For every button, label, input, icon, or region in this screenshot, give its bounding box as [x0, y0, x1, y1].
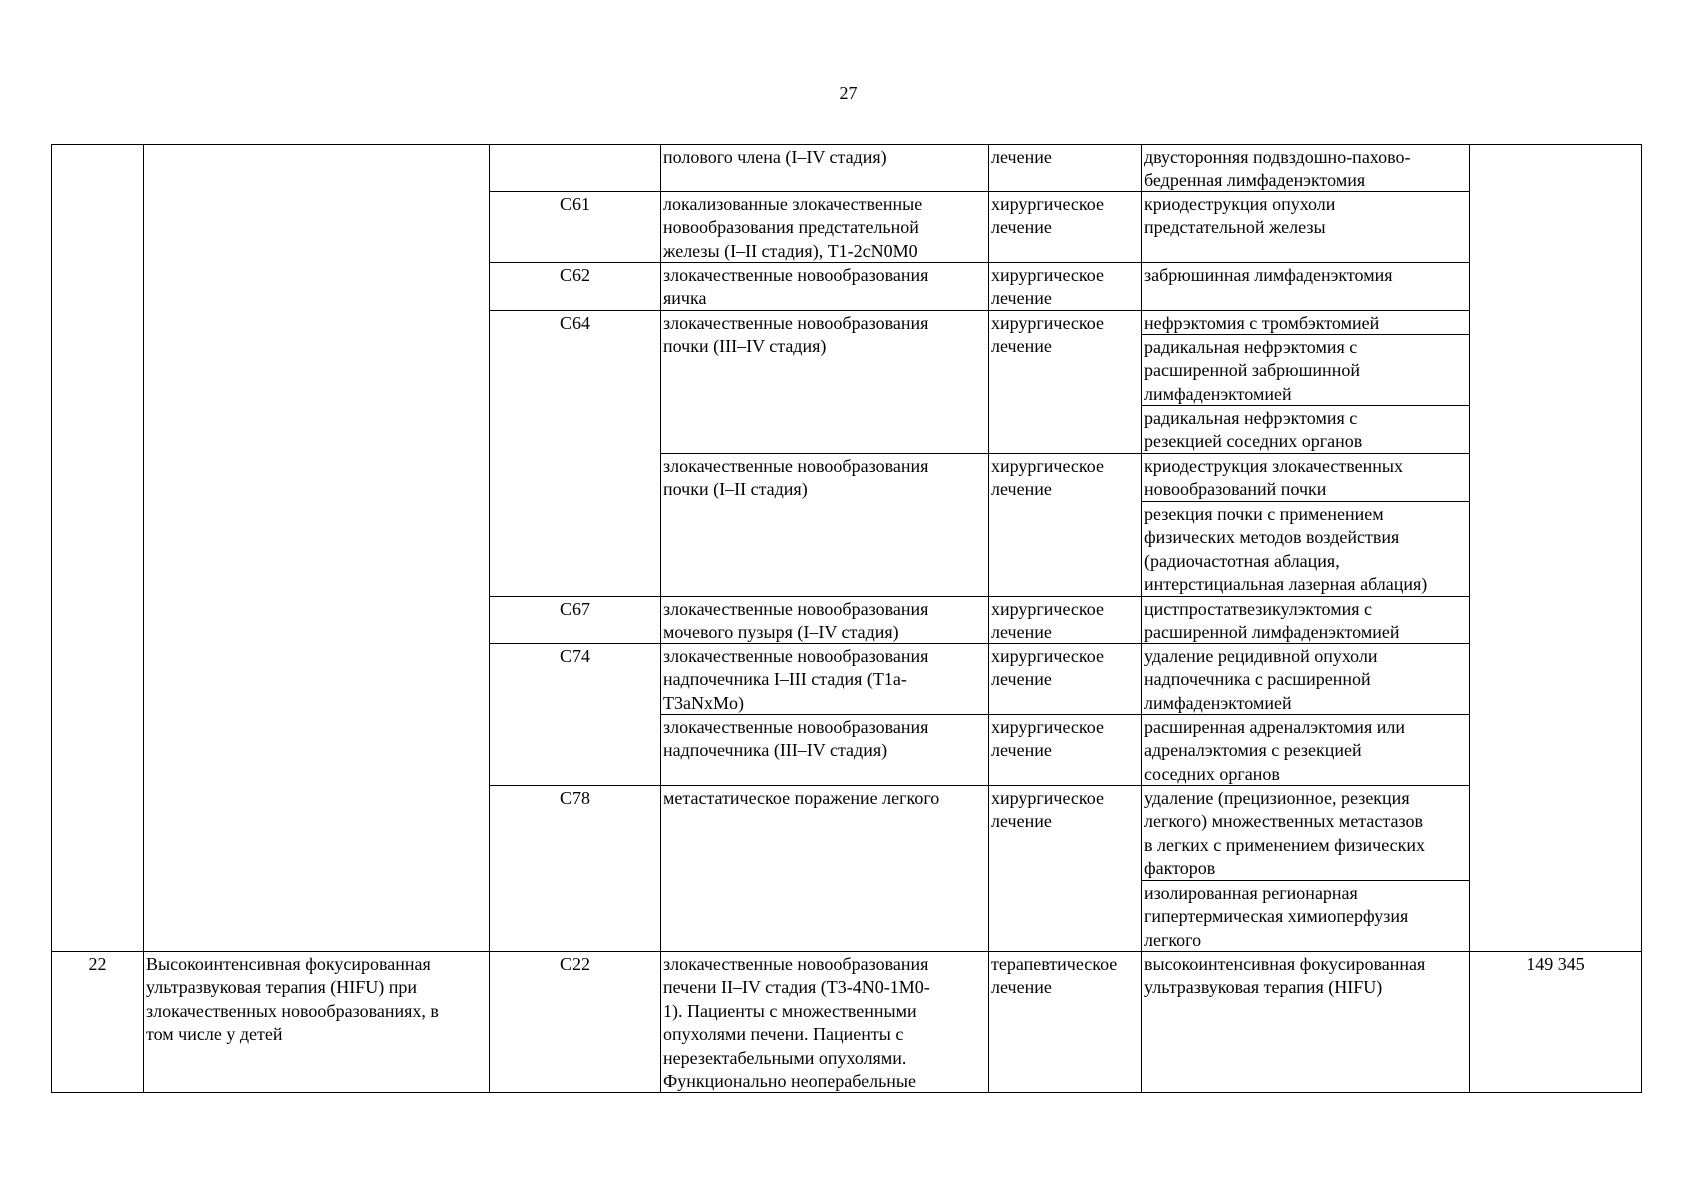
icd-code-cell: C67 [559, 599, 590, 619]
patient-model-cell: злокачественные новообразования почки (I–II стадия) [663, 456, 929, 500]
treatment-method-cell: криодеструкция злокачественных новообразований почки [1144, 456, 1404, 500]
treatment-type-cell: хирургическое лечение [991, 194, 1104, 238]
treatment-type-cell: хирургическое лечение [991, 646, 1104, 690]
treatment-method-cell: высокоинтенсивная фокусированная ультразвуковая терапия (HIFU) [1144, 954, 1426, 998]
treatment-method-cell: радикальная нефрэктомия с расширенной забрюшинной лимфаденэктомией [1144, 337, 1360, 404]
treatment-method-cell: резекция почки с применением физических методов воздействия (радиочастотная аблация, интерстициальная лазерная аблация) [1144, 504, 1428, 595]
patient-model-cell: полового члена (I–IV стадия) [663, 147, 887, 167]
medical-care-table [51, 144, 1642, 1093]
treatment-method-cell: удаление (прецизионное, резекция легкого) множественных метастазов в легких с применением физических факторов [1144, 788, 1426, 879]
treatment-type-cell: хирургическое лечение [991, 599, 1104, 643]
page-number: 27 [839, 83, 858, 103]
treatment-method-cell: цистпростатвезикулэктомия с расширенной лимфаденэктомией [1144, 599, 1400, 643]
treatment-type-cell: хирургическое лечение [991, 313, 1104, 357]
treatment-type-cell: хирургическое лечение [991, 265, 1104, 309]
treatment-method-cell: удаление рецидивной опухоли надпочечника с расширенной лимфаденэктомией [1144, 646, 1378, 713]
patient-model-cell: злокачественные новообразования мочевого пузыря (I–IV стадия) [663, 599, 929, 643]
row-separator [489, 310, 1470, 311]
treatment-method-cell: расширенная адреналэктомия или адреналэктомия с резекцией соседних органов [1144, 717, 1405, 784]
patient-model-cell: локализованные злокачественные новообразования предстательной железы (I–II стадия), T1-2cN0M0 [663, 194, 923, 261]
patient-model-cell: метастатическое поражение легкого [663, 788, 940, 808]
treatment-method-cell: криодеструкция опухоли предстательной железы [1144, 194, 1336, 238]
table-border-top [51, 144, 1642, 145]
treatment-method-cell: двусторонняя подвздошно-пахово- бедренная лимфаденэктомия [1144, 147, 1411, 191]
icd-code-cell: C64 [559, 313, 590, 333]
icd-code-cell: C78 [559, 788, 590, 808]
icd-code-cell: C22 [559, 954, 590, 974]
treatment-method-cell: нефрэктомия с тромбэктомией [1144, 313, 1380, 333]
treatment-type-cell: хирургическое лечение [991, 456, 1104, 500]
icd-code-cell: C61 [559, 194, 590, 214]
patient-model-cell: злокачественные новообразования яичка [663, 265, 929, 309]
patient-model-cell: злокачественные новообразования почки (III–IV стадия) [663, 313, 929, 357]
cost-standard-cell: 149 345 [1526, 954, 1585, 974]
row-number-cell: 22 [88, 954, 107, 974]
row-separator [489, 262, 1470, 263]
treatment-method-cell: изолированная регионарная гипертермическая химиоперфузия легкого [1144, 883, 1409, 950]
patient-model-cell: злокачественные новообразования печени II–IV стадия (T3-4N0-1M0- 1). Пациенты с множественными опухолями печени. Пациенты с нерезектабельными опухолями. Функционально неоперабельные [663, 954, 930, 1092]
treatment-type-cell: лечение [991, 147, 1052, 167]
icd-code-cell: C74 [559, 646, 590, 666]
treatment-method-cell: забрюшинная лимфаденэктомия [1144, 265, 1393, 285]
treatment-type-cell: хирургическое лечение [991, 717, 1104, 761]
treatment-method-cell: радикальная нефрэктомия с резекцией соседних органов [1144, 408, 1363, 452]
treatment-type-cell: хирургическое лечение [991, 788, 1104, 832]
patient-model-cell: злокачественные новообразования надпочечника I–III стадия (T1a- T3aNxMo) [663, 646, 929, 713]
treatment-type-cell: терапевтическое лечение [991, 954, 1118, 998]
patient-model-cell: злокачественные новообразования надпочечника (III–IV стадия) [663, 717, 929, 761]
care-type-cell: Высокоинтенсивная фокусированная ультразвуковая терапия (HIFU) при злокачественных новообразованиях, в том числе у детей [146, 954, 439, 1045]
icd-code-cell: C62 [559, 265, 590, 285]
